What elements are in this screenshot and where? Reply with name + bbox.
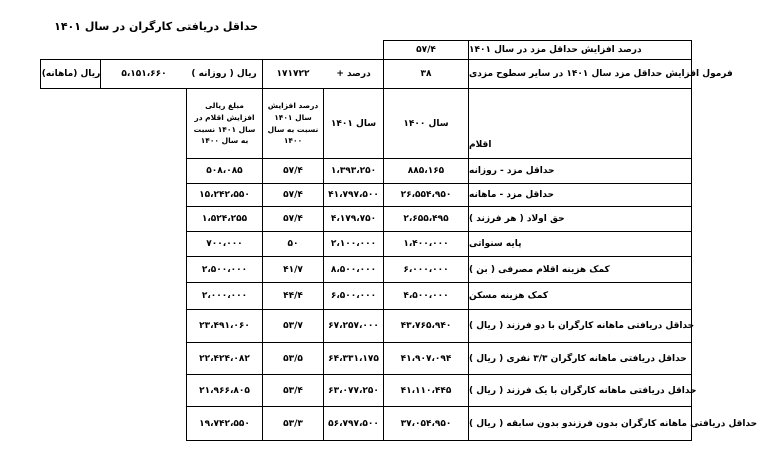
header-pct-cell: [262, 88, 324, 159]
table-cell-y1401: [323, 406, 384, 441]
formula-daily-value-cell: [262, 59, 324, 89]
table-cell-amount: [186, 256, 263, 283]
formula-percent-value: ۳۸: [420, 69, 432, 79]
increase-label-cell: [468, 40, 692, 60]
table-cell-text: ۲۲،۴۲۴،۰۸۲: [199, 353, 250, 364]
table-cell-item: [468, 206, 692, 232]
table-cell-text: ۴۳،۷۶۵،۹۴۰: [400, 321, 452, 331]
header-items-cell: [468, 88, 692, 159]
header-amount: مبلغ ریالی افزایش اقلام در سال ۱۴۰۱ نسبت به سال ۱۴۰۰: [193, 101, 256, 146]
table-cell-pct: [262, 282, 324, 310]
table-cell-text: پایه سنواتی: [469, 239, 522, 249]
table-cell-text: ۴۴/۴: [283, 291, 303, 301]
table-cell-y1401: [323, 374, 384, 407]
table-cell-amount: [186, 406, 263, 441]
table-cell-text: ۵۷/۴: [283, 214, 303, 224]
table-cell-text: ۶۴،۳۳۱،۱۷۵: [328, 353, 379, 364]
table-cell-text: ۱۹،۷۴۲،۵۵۰: [199, 418, 250, 429]
formula-daily-value: ۱۷۱۷۲۲: [276, 69, 310, 79]
table-cell-y1400: [383, 374, 469, 407]
formula-monthly-label: ریال (ماهانه): [41, 69, 101, 79]
table-cell-y1401: [323, 256, 384, 283]
table-cell-text: ۳۷،۰۵۴،۹۵۰: [400, 418, 452, 429]
table-cell-pct: [262, 158, 324, 184]
table-cell-text: کمک هزینه مسکن: [469, 291, 549, 301]
header-1400: سال ۱۴۰۰: [403, 118, 449, 129]
table-cell-pct: [262, 256, 324, 283]
table-cell-item: [468, 342, 692, 375]
table-cell-text: ۶،۰۰۰،۰۰۰: [403, 264, 449, 275]
table-cell-y1401: [323, 342, 384, 375]
table-cell-text: ۴،۱۷۹،۷۵۰: [330, 214, 377, 224]
table-cell-text: ۵۰: [287, 239, 299, 249]
header-1400-cell: [383, 88, 469, 159]
table-cell-text: ۱،۵۲۴،۲۵۵: [201, 214, 248, 224]
table-cell-text: ۶،۵۰۰،۰۰۰: [330, 291, 377, 301]
table-cell-y1401: [323, 231, 384, 257]
table-cell-text: ۲،۵۰۰،۰۰۰: [201, 264, 248, 275]
table-cell-amount: [186, 183, 263, 207]
table-cell-pct: [262, 406, 324, 441]
formula-percent-label: درصد +: [336, 69, 371, 79]
formula-daily-label-cell: [186, 59, 263, 89]
table-cell-text: ۴۱،۷۹۷،۵۰۰: [328, 190, 379, 200]
table-cell-text: ۵۳/۵: [283, 353, 303, 364]
table-cell-amount: [186, 309, 263, 343]
table-cell-text: ۴۱،۱۱۰،۴۴۵: [400, 385, 452, 396]
formula-monthly-label-cell: [40, 59, 101, 89]
page-title: حداقل دریافتی کارگران در سال ۱۴۰۱: [54, 20, 258, 33]
table-cell-y1400: [383, 406, 469, 441]
table-cell-amount: [186, 374, 263, 407]
table-cell-text: ۶۳،۰۷۷،۲۵۰: [328, 385, 379, 396]
table-cell-amount: [186, 231, 263, 257]
table-cell-item: [468, 282, 692, 310]
table-cell-y1401: [323, 183, 384, 207]
table-cell-y1401: [323, 158, 384, 184]
table-cell-text: ۲،۱۰۰،۰۰۰: [330, 239, 377, 249]
table-cell-y1400: [383, 231, 469, 257]
table-cell-text: ۵۷/۴: [283, 166, 303, 176]
formula-percent-value-cell: [383, 59, 469, 89]
table-cell-text: ۵۳/۳: [283, 418, 303, 429]
increase-value-cell: [383, 40, 469, 60]
table-cell-text: حداقل مزد - ماهانه: [469, 190, 555, 200]
table-cell-amount: [186, 206, 263, 232]
table-cell-text: حداقل مزد - روزانه: [469, 166, 555, 176]
table-cell-pct: [262, 342, 324, 375]
formula-label: فرمول افزایش حداقل مزد سال ۱۴۰۱ در سایر سطوح مزدی: [469, 69, 733, 79]
table-cell-text: حداقل دریافتی ماهانه کارگران بدون فرزندو بدون سابقه ( ریال ): [469, 418, 757, 429]
table-cell-y1401: [323, 309, 384, 343]
table-cell-item: [468, 309, 695, 343]
table-cell-item: [468, 406, 757, 441]
formula-label-cell: [468, 59, 733, 89]
table-cell-text: ۲،۰۰۰،۰۰۰: [201, 291, 248, 301]
table-cell-item: [468, 256, 692, 283]
table-cell-pct: [262, 231, 324, 257]
table-cell-text: ۱۵،۲۴۲،۵۵۰: [199, 190, 250, 200]
increase-value: ۵۷/۴: [416, 45, 436, 55]
table-cell-y1400: [383, 183, 469, 207]
table-cell-text: حداقل دریافتی ماهانه کارگران با یک فرزند ( ریال ): [469, 385, 697, 396]
table-cell-text: ۲۱،۹۶۶،۸۰۵: [199, 385, 250, 396]
table-cell-pct: [262, 309, 324, 343]
header-1401: سال ۱۴۰۱: [330, 118, 377, 129]
table-cell-y1401: [323, 282, 384, 310]
table-cell-amount: [186, 282, 263, 310]
table-cell-y1400: [383, 206, 469, 232]
table-cell-text: ۱،۳۹۳،۲۵۰: [330, 166, 377, 176]
header-amount-cell: [186, 88, 263, 159]
table-cell-item: [468, 158, 692, 184]
table-cell-pct: [262, 374, 324, 407]
table-cell-text: ۸۸۵،۱۶۵: [407, 166, 445, 176]
table-cell-pct: [262, 183, 324, 207]
table-cell-amount: [186, 342, 263, 375]
table-cell-text: ۶۷،۲۵۷،۰۰۰: [328, 321, 379, 331]
table-cell-text: ۴۱/۷: [283, 264, 303, 275]
table-cell-text: ۲،۶۵۵،۴۹۵: [403, 214, 449, 224]
table-cell-text: ۲۶،۵۵۴،۹۵۰: [400, 190, 452, 200]
table-cell-item: [468, 183, 692, 207]
table-cell-text: ۴،۵۰۰،۰۰۰: [403, 291, 449, 301]
table-cell-text: ۱،۴۰۰،۰۰۰: [403, 239, 449, 249]
table-cell-text: حداقل دریافتی ماهانه کارگران با دو فرزند ( ریال ): [469, 321, 695, 331]
table-cell-text: ۴۱،۹۰۷،۰۹۴: [400, 353, 452, 364]
table-cell-text: کمک هزینه اقلام مصرفی ( بن ): [469, 264, 610, 275]
header-1401-cell: [323, 88, 384, 159]
table-cell-text: ۵۶،۷۹۷،۵۰۰: [328, 418, 379, 429]
table-cell-text: ۵۳/۷: [283, 321, 303, 331]
formula-daily-label: ریال ( روزانه ): [191, 69, 257, 79]
table-cell-text: ۲۳،۴۹۱،۰۶۰: [199, 321, 250, 331]
increase-label: درصد افزایش حداقل مزد در سال ۱۴۰۱: [469, 45, 642, 55]
table-cell-text: حق اولاد ( هر فرزند ): [469, 214, 565, 224]
table-cell-y1401: [323, 206, 384, 232]
table-cell-y1400: [383, 342, 469, 375]
table-cell-item: [468, 374, 697, 407]
table-cell-amount: [186, 158, 263, 184]
table-cell-text: حداقل دریافتی ماهانه کارگران ۳/۳ نفری ( ریال ): [469, 353, 687, 364]
formula-percent-label-cell: [323, 59, 384, 89]
table-cell-text: ۸،۵۰۰،۰۰۰: [330, 264, 377, 275]
header-pct: درصد افزایش سال ۱۴۰۱ نسبت به سال ۱۴۰۰: [267, 101, 319, 146]
table-cell-pct: [262, 206, 324, 232]
table-cell-y1400: [383, 309, 469, 343]
table-cell-text: ۵۷/۴: [283, 190, 303, 200]
table-cell-item: [468, 231, 692, 257]
formula-monthly-value-cell: [100, 59, 187, 89]
table-cell-text: ۵۰۸،۰۸۵: [206, 166, 243, 176]
header-items: اقلام: [469, 140, 492, 150]
table-cell-text: ۵۳/۴: [283, 385, 303, 396]
table-cell-y1400: [383, 256, 469, 283]
table-cell-text: ۷۰۰،۰۰۰: [206, 239, 243, 249]
table-cell-y1400: [383, 282, 469, 310]
table-cell-y1400: [383, 158, 469, 184]
formula-monthly-value: ۵،۱۵۱،۶۶۰: [121, 69, 167, 79]
